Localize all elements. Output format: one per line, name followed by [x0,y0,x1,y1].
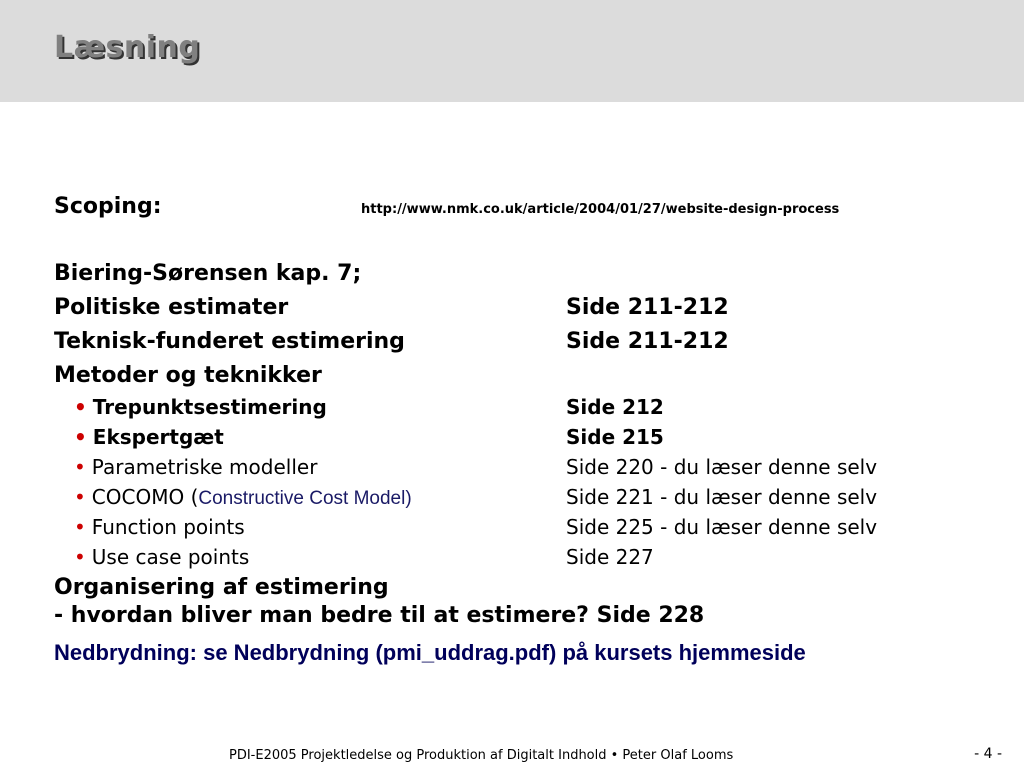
bullet-dot-icon: • [74,545,86,569]
row-teknisk-page: Side 211-212 [566,329,729,354]
bullet-page-function-points: Side 225 - du læser denne selv [566,515,878,539]
footer-text: PDI-E2005 Projektledelse og Produktion af Digitalt Indhold • Peter Olaf Looms [229,748,734,763]
row-politiske-page: Side 211-212 [566,295,729,320]
organisering-heading: Organisering af estimering [54,575,389,600]
organisering-subline: - hvordan bliver man bedre til at estimere? Side 228 [54,603,705,628]
bullet-item-parametriske [74,457,317,477]
bullet-dot-icon: • [74,515,86,539]
slide-title: Læsning [54,30,201,65]
bullet-page-cocomo: Side 221 - du læser denne selv [566,485,878,509]
bullet-dot-icon: • [74,485,86,509]
nedbrydning-reference: Nedbrydning: se Nedbrydning (pmi_uddrag.pdf) på kursets hjemmeside [54,640,806,665]
bullet-page-trepunkt: Side 212 [566,395,664,419]
bullet-dot-icon: • [74,395,87,419]
bullet-item-trepunkt [74,397,327,417]
methods-heading: Metoder og teknikker [54,363,322,388]
page-number: - 4 - [974,746,1002,762]
row-teknisk-label: Teknisk-funderet estimering [54,329,405,354]
row-politiske-label: Politiske estimater [54,295,289,320]
bullet-page-parametriske: Side 220 - du læser denne selv [566,455,878,479]
bullet-label: Parametriske modeller [91,455,318,479]
bullet-label-extra: Constructive Cost Model) [198,488,412,509]
bullet-dot-icon: • [74,455,86,479]
bullet-item-function-points [74,517,245,537]
bullet-label: Use case points [91,545,250,569]
bullet-page-use-case-points: Side 227 [566,545,654,569]
book-reference: Biering-Sørensen kap. 7; [54,261,362,286]
scoping-url-link[interactable]: http://www.nmk.co.uk/article/2004/01/27/website-design-process [361,202,840,217]
bullet-dot-icon: • [74,425,87,449]
bullet-label: Ekspertgæt [92,425,224,449]
bullet-label: Function points [91,515,245,539]
bullet-label: Trepunktsestimering [92,395,327,419]
bullet-label: COCOMO ( [91,485,199,509]
bullet-item-use-case-points [74,547,249,567]
bullet-item-cocomo [74,487,412,508]
scoping-label: Scoping: [54,194,162,219]
bullet-page-ekspertgaet: Side 215 [566,425,664,449]
bullet-item-ekspertgaet [74,427,224,447]
